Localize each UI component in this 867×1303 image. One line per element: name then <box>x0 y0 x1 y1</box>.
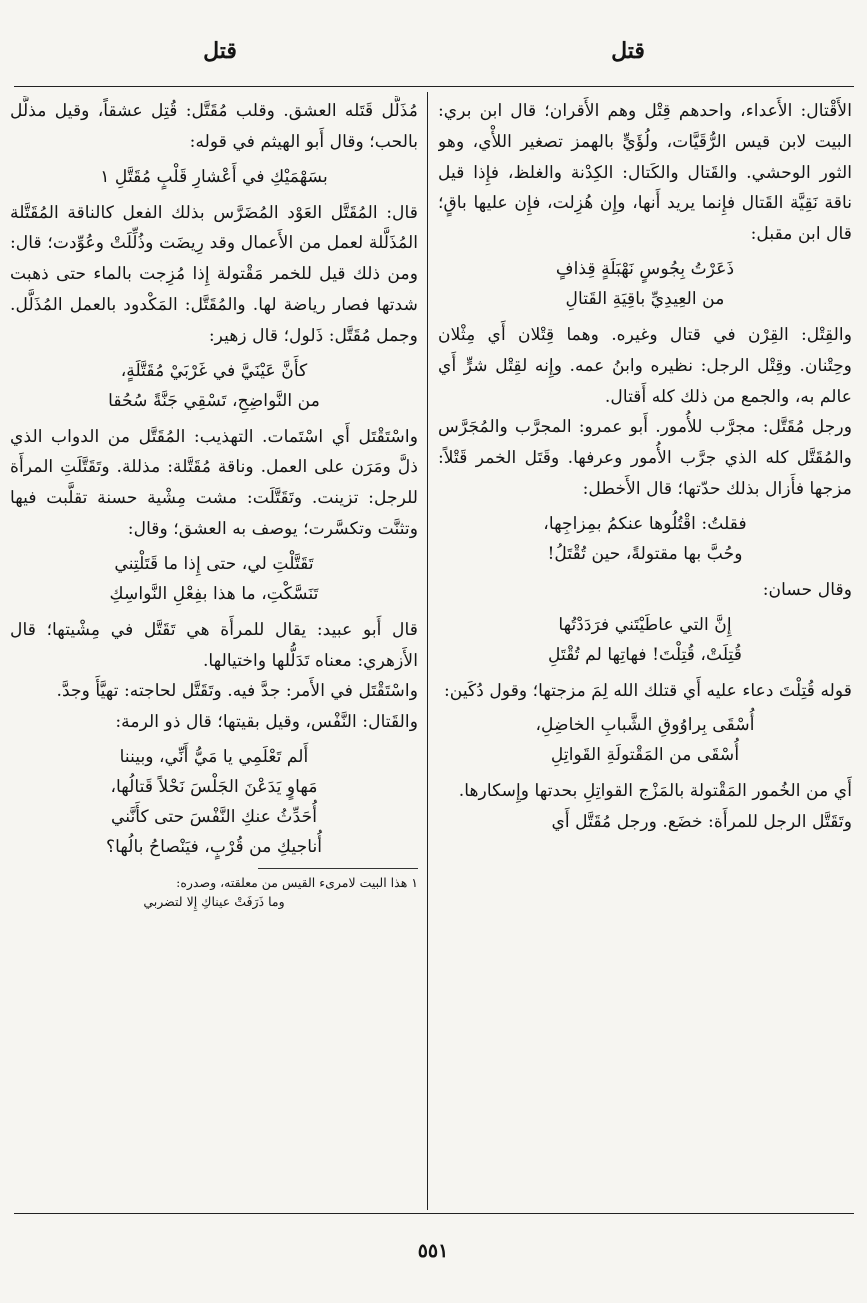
verse <box>10 162 418 192</box>
paragraph: قال أَبو عبيد: يقال للمرأَة هي تَقَتَّل في مِشْيتها؛ قال الأَزهري: معناه تَدَلُّلها واختيالها. <box>10 619 418 671</box>
paragraph: قوله قُتِلْتَ دعاء عليه أَي قتلك الله لِمَ مزجتها؛ وقول دُكَين: <box>443 680 852 701</box>
verse <box>10 742 418 862</box>
verse-line: فقلتُ: اقْتُلُوها عنكمُ بمِزاجِها، <box>543 513 747 534</box>
verse-line: وحُبَّ بها مقتولةً، حين تُقْتَلُ! <box>547 543 743 564</box>
page-number: ٥٥١ <box>417 1240 449 1262</box>
footnote <box>10 873 418 911</box>
verse-line: كأَنَّ عَيْنَيَّ في غَرْبَيْ مُقَتَّلَةٍ، <box>120 360 308 381</box>
paragraph: قال: المُقَتَّل العَوْد المُضَرَّس بذلك الفعل كالناقة المُقَتَّلة المُذَلَّلة لعمل من الأَعمال وقد رِيضَت وذُلِّلَتْ وعُوِّدت؛ قال: ومن ذلك قيل للخمر مَقْتولة إِذا مُزِجت بالماء حتى ذهبت شدتها فصار رياضة لها. والمُقَتَّل: المَكْدود بالعمل المُذَلَّل. وجمل مُقَتَّل: ذَلول؛ قال زهير: <box>10 202 418 346</box>
header-entry-left: قتل <box>203 38 237 64</box>
verse-line: أُسْقَى من المَقْتولَةِ القَواتِلِ <box>550 745 740 766</box>
paragraph: الأَقْتال: الأَعداء، واحدهم قِتْل وهم الأَقران؛ قال ابن بري: البيت لابن قيس الرُّقَيَّات، ولُؤَيٍّ بالهمز تصغير اللأْي، وهو الثور الوحشي. والقَتال والكَتال: الكِدْنة والغلظ، فإِذا قيل ناقة نَقِيَّة القَتال فإِنما يريد أَنها، وإِن هُزِلت، فإِن عليها باقٍ؛ قال ابن مقبل: <box>438 101 852 245</box>
paragraph: أَي من الخُمور المَقْتولة بالمَزْج القواتِلِ بحدتها وإِسكارها. <box>458 781 852 802</box>
verse-line: ذَعَرْتُ بِجُوسٍ نَهْبَلَةٍ قِذافٍ <box>555 258 735 279</box>
header-entry-right: قتل <box>611 38 645 64</box>
paragraph: مُذَلَّل قَتَله العشق. وقلب مُقَتَّل: قُتِل عشقاً، وقيل مذلَّل بالحب؛ وقال أَبو الهيثم في قوله: <box>10 101 418 152</box>
paragraph: واسْتَقْتَل في الأَمر: جدَّ فيه. وتَقَتَّل لحاجته: تهيَّأَ وجدَّ. <box>56 681 418 702</box>
footnote-rule <box>258 868 418 869</box>
verse-line: من النَّواضِحِ، تَسْقِي جَنَّةً سُحُقا <box>108 390 320 411</box>
header-rule <box>14 86 854 87</box>
verse <box>10 356 418 416</box>
verse-line: أُحَدِّثُ عنكِ النَّفْسَ حتى كأَنَّني <box>110 806 318 827</box>
paragraph: وقال حسان: <box>762 579 852 600</box>
verse <box>10 549 418 609</box>
verse-line: أَلم تَعْلَمِي يا مَيُّ أَنِّي، وبيننا <box>119 746 309 767</box>
paragraph: واسْتَقْتَل أَي اسْتَمات. التهذيب: المُقَتَّل من الدواب الذي ذلَّ ومَرَن على العمل. وناقة مُقَتَّلة: مذللة. وتَقَتَّلَتِ المرأَة للرجل: تزينت. وتَقَتَّلَت: مشت مِشْية حسنة تقلَّبت فيها وتثنَّت وتكسَّرت؛ يوصف به العشق؛ وقال: <box>10 426 418 539</box>
verse <box>438 254 852 314</box>
right-column <box>438 96 852 1206</box>
verse-line: قُتِلَتْ، قُتِلْتَ! فهاتِها لم تُقْتَلِ <box>548 644 742 665</box>
verse-line: بسَهْمَيْكِ في أَعْشارِ قَلْبٍ مُقَتَّلِ ١ <box>100 166 328 187</box>
verse <box>438 710 852 770</box>
column-divider <box>427 92 428 1210</box>
footer-rule <box>14 1213 854 1214</box>
paragraph: والقَتال: النَّفْس، وقيل بقيتها؛ قال ذو الرمة: <box>115 712 418 733</box>
paragraph: والقِتْل: القِرْن في قتال وغيره. وهما قِتْلان أَي مِثْلان وحِتْنان. وقِتْل الرجل: نظيره وابنُ عمه. وإِنه لقِتْل شرٍّ أَي عالم به، والجمع من ذلك كله أَقتال. <box>438 324 852 407</box>
verse <box>438 509 852 569</box>
verse-line: تَنَسَّكْتِ، ما هذا بفِعْلِ النَّواسِكِ <box>109 583 319 604</box>
verse <box>438 610 852 670</box>
verse-line: أُناجيكِ من قُرْبٍ، فيَنْصاحُ بالُها؟ <box>105 836 323 857</box>
footnote-line: ١ هذا البيت لامرىء القيس من معلقته، وصدره: <box>176 874 418 890</box>
verse-line: تَقَتَّلْتِ لي، حتى إِذا ما قَتَلْتِني <box>114 553 314 574</box>
paragraph: ورجل مُقَتَّل: مجرَّب للأُمور. أَبو عمرو: المجرَّب والمُجَرَّس والمُقَتَّل كله الذي جرَّب الأُمور وعرفها. وقَتَل الخمر قَتْلاً: مزجها فأَزال بذلك حدّتها؛ قال الأَخطل: <box>438 417 852 499</box>
verse-line: إِنَّ التي عاطَيْتَني فرَدَدْتُها <box>558 614 732 635</box>
footnote-line: وما ذَرَفَتْ عيناكِ إِلا لتضربي <box>143 893 285 909</box>
verse-line: من العِيدِيِّ باقِيَةِ القَتالِ <box>565 288 725 309</box>
verse-line: أُسْقَى بِراوُوقِ الشَّبابِ الخاضِلِ، <box>535 715 755 736</box>
left-column <box>10 96 418 1206</box>
paragraph: وتَقَتَّل الرجل للمرأَة: خضَع. ورجل مُقَتَّل أَي <box>551 812 852 833</box>
verse-line: مَهاوٍ يَدَعْنَ الجَلْسَ نَحْلاً قَتالُها، <box>110 776 318 797</box>
